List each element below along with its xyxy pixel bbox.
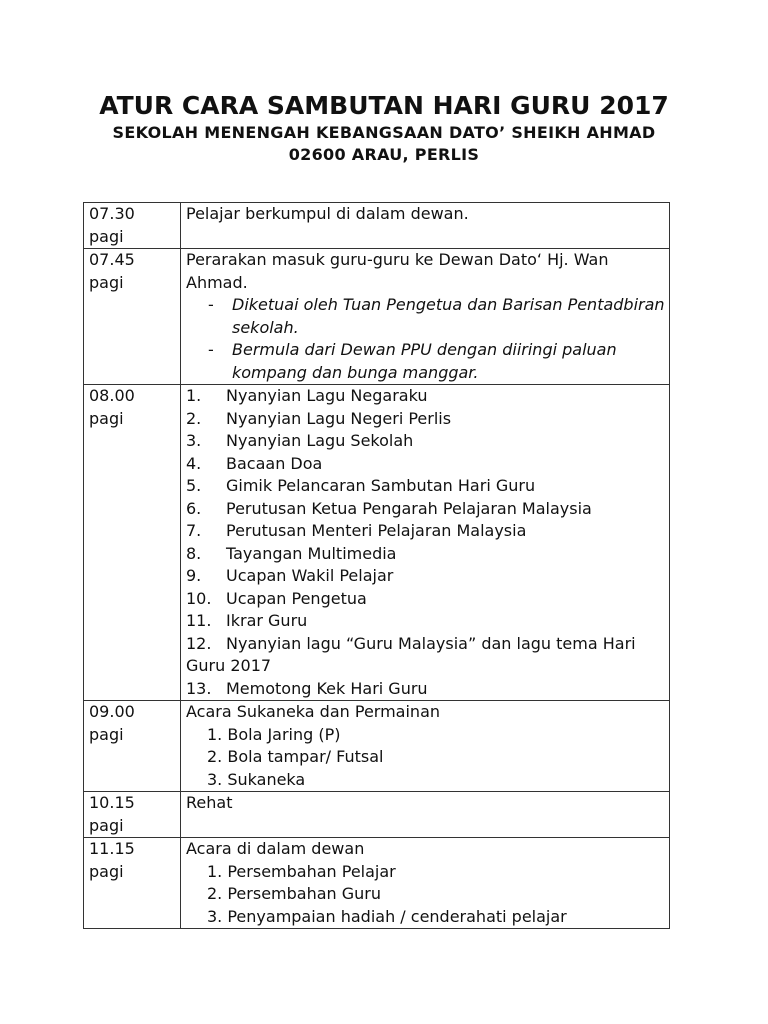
time-cell xyxy=(84,838,181,929)
time-period: pagi xyxy=(89,272,124,292)
list-item: 3. Sukaneka xyxy=(207,769,306,789)
schedule-row xyxy=(84,203,670,249)
item-text: Nyanyian Lagu Negaraku xyxy=(226,386,428,405)
schedule-row xyxy=(84,838,670,929)
item-number: 10. xyxy=(186,588,212,608)
item-text: Ucapan Wakil Pelajar xyxy=(226,566,394,585)
list-item xyxy=(186,610,665,633)
bullet-text: Bermula dari Dewan PPU dengan diiringi paluan kompang dan bunga manggar. xyxy=(232,340,617,382)
list-item xyxy=(186,520,665,543)
sub-list xyxy=(186,861,665,929)
schedule-table xyxy=(83,202,670,929)
item-text: Nyanyian Lagu Negeri Perlis xyxy=(226,408,452,428)
item-number: 9. xyxy=(186,566,202,585)
school-name: SEKOLAH MENENGAH KEBANGSAAN DATO’ SHEIKH AHMAD xyxy=(112,123,656,142)
item-number: 1. xyxy=(186,386,202,405)
activity-text: Rehat xyxy=(186,793,233,812)
list-item xyxy=(186,633,665,678)
time-value: 07.30 xyxy=(89,204,135,223)
list-item: 2. Persembahan Guru xyxy=(207,884,382,903)
list-item xyxy=(186,678,665,701)
activity-cell xyxy=(181,203,670,249)
item-number: 3. xyxy=(186,431,202,450)
list-item xyxy=(186,339,665,384)
activity-text: Pelajar berkumpul di dalam dewan. xyxy=(186,204,469,223)
item-number: 7. xyxy=(186,521,202,540)
list-item xyxy=(186,498,665,521)
item-number: 8. xyxy=(186,543,202,563)
schedule-row xyxy=(84,385,670,701)
time-cell xyxy=(84,701,181,792)
bullet-text: Diketuai oleh Tuan Pengetua dan Barisan Pentadbiran sekolah. xyxy=(232,295,665,337)
list-item xyxy=(186,430,665,453)
item-number: 13. xyxy=(186,678,212,698)
schedule-row xyxy=(84,249,670,385)
time-cell xyxy=(84,249,181,385)
schedule-row xyxy=(84,792,670,838)
list-item: 2. Bola tampar/ Futsal xyxy=(207,747,384,766)
item-number: 12. xyxy=(186,633,212,653)
activity-text: Acara di dalam dewan xyxy=(186,839,365,858)
item-text: Ucapan Pengetua xyxy=(226,588,367,608)
list-item xyxy=(186,588,665,611)
item-number: 2. xyxy=(186,408,202,428)
time-value: 09.00 xyxy=(89,702,135,721)
time-value: 08.00 xyxy=(89,386,135,405)
schedule-row xyxy=(84,701,670,792)
list-item xyxy=(186,543,665,566)
item-text: Tayangan Multimedia xyxy=(226,543,397,563)
numbered-list xyxy=(186,385,665,700)
time-period: pagi xyxy=(89,226,124,246)
dash-marker: - xyxy=(208,340,214,359)
time-cell xyxy=(84,385,181,701)
item-text: Nyanyian lagu “Guru Malaysia” dan lagu tema Hari Guru 2017 xyxy=(186,633,636,675)
list-item: 1. Bola Jaring (P) xyxy=(207,724,341,744)
time-value: 11.15 xyxy=(89,839,135,858)
list-item xyxy=(186,294,665,339)
time-period: pagi xyxy=(89,861,124,881)
list-item: 3. Penyampaian hadiah / cenderahati pelajar xyxy=(207,906,567,926)
list-item xyxy=(186,565,665,588)
item-text: Memotong Kek Hari Guru xyxy=(226,678,428,698)
school-address: 02600 ARAU, PERLIS xyxy=(288,145,480,164)
item-text: Perutusan Menteri Pelajaran Malaysia xyxy=(226,521,527,540)
time-period: pagi xyxy=(89,815,124,835)
dash-marker: - xyxy=(208,295,214,314)
item-text: Perutusan Ketua Pengarah Pelajaran Malaysia xyxy=(226,498,592,518)
item-number: 6. xyxy=(186,498,202,518)
activity-cell xyxy=(181,385,670,701)
activity-cell xyxy=(181,701,670,792)
item-text: Ikrar Guru xyxy=(226,611,308,630)
time-cell xyxy=(84,792,181,838)
time-value: 07.45 xyxy=(89,250,135,269)
item-number: 4. xyxy=(186,453,202,473)
list-item xyxy=(186,453,665,476)
bullet-list xyxy=(186,294,665,384)
activity-text: Perarakan masuk guru-guru ke Dewan Dato‘ Hj. Wan Ahmad. xyxy=(186,250,609,292)
activity-cell xyxy=(181,249,670,385)
time-cell xyxy=(84,203,181,249)
document-header xyxy=(0,90,768,166)
item-number: 5. xyxy=(186,476,202,495)
activity-cell xyxy=(181,792,670,838)
document-title: ATUR CARA SAMBUTAN HARI GURU 2017 xyxy=(99,91,669,120)
item-text: Nyanyian Lagu Sekolah xyxy=(226,431,414,450)
time-value: 10.15 xyxy=(89,793,135,812)
time-period: pagi xyxy=(89,408,124,428)
activity-cell xyxy=(181,838,670,929)
item-text: Gimik Pelancaran Sambutan Hari Guru xyxy=(226,476,536,495)
list-item xyxy=(186,408,665,431)
sub-list xyxy=(186,724,665,792)
activity-text: Acara Sukaneka dan Permainan xyxy=(186,702,441,721)
item-text: Bacaan Doa xyxy=(226,453,323,473)
list-item xyxy=(186,385,665,408)
time-period: pagi xyxy=(89,724,124,744)
item-number: 11. xyxy=(186,611,212,630)
list-item xyxy=(186,475,665,498)
list-item: 1. Persembahan Pelajar xyxy=(207,861,396,881)
